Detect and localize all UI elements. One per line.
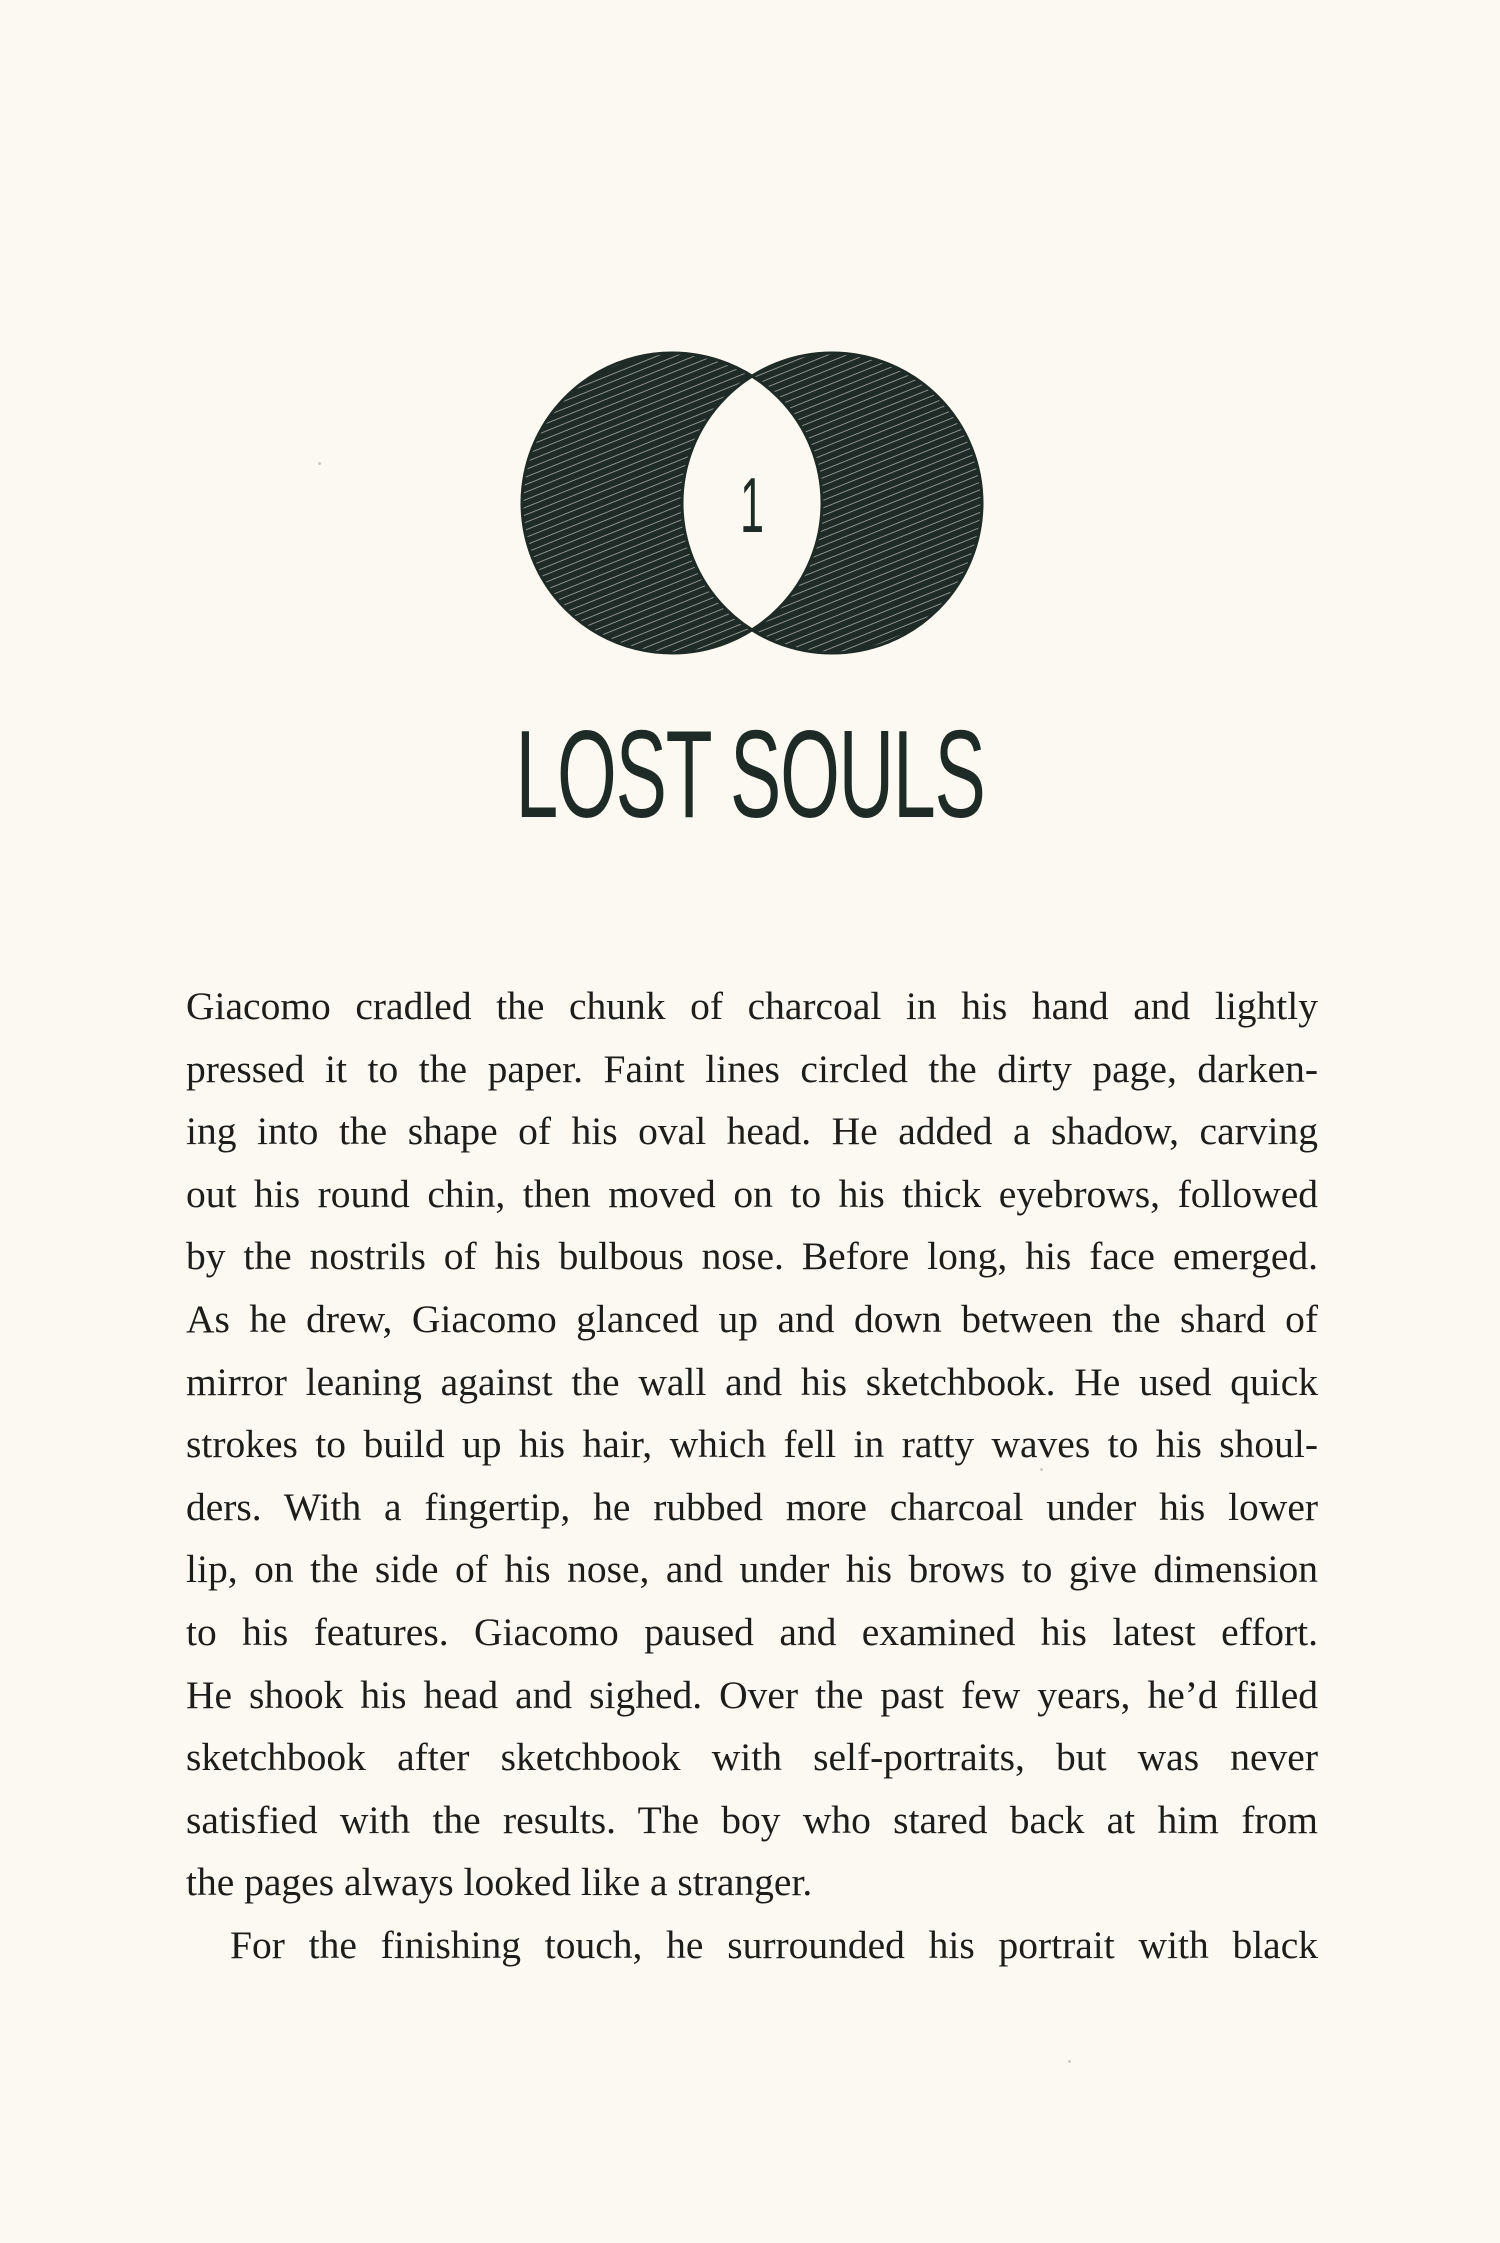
- text-line: He shook his head and sighed. Over the past few years, he’d filled: [186, 1672, 1318, 1717]
- text-line: by the nostrils of his bulbous nose. Before long, his face emerged.: [186, 1234, 1318, 1279]
- text-line: mirror leaning against the wall and his sketchbook. He used quick: [186, 1359, 1318, 1404]
- text-line: For the finishing touch, he surrounded his portrait with black: [230, 1922, 1318, 1967]
- text-line: Giacomo cradled the chunk of charcoal in his hand and lightly: [186, 984, 1318, 1028]
- chapter-title: LOST SOULS: [515, 706, 985, 844]
- text-line: lip, on the side of his nose, and under his brows to give dimension: [186, 1547, 1318, 1592]
- text-line: to his features. Giacomo paused and examined his latest effort.: [186, 1609, 1318, 1654]
- text-line: pressed it to the paper. Faint lines circled the dirty page, darken-: [186, 1046, 1318, 1091]
- chapter-emblem: [504, 344, 1000, 662]
- text-line: sketchbook after sketchbook with self-portraits, but was never: [186, 1735, 1318, 1780]
- text-line: satisfied with the results. The boy who stared back at him from: [186, 1797, 1318, 1842]
- chapter-number: 1: [740, 462, 764, 550]
- paper-speck: [318, 462, 321, 465]
- text-line: the pages always looked like a stranger.: [186, 1860, 813, 1905]
- text-line: ders. With a fingertip, he rubbed more charcoal under his lower: [186, 1484, 1318, 1529]
- text-line: out his round chin, then moved on to his thick eyebrows, followed: [186, 1171, 1318, 1216]
- text-line: ing into the shape of his oval head. He added a shadow, carving: [186, 1109, 1318, 1154]
- text-line: strokes to build up his hair, which fell in ratty waves to his shoul-: [186, 1422, 1318, 1467]
- body-text: [186, 975, 1318, 1977]
- text-line: As he drew, Giacomo glanced up and down between the shard of: [186, 1296, 1318, 1341]
- paper-speck: [1068, 2060, 1071, 2063]
- paper-speck: [1040, 1468, 1043, 1471]
